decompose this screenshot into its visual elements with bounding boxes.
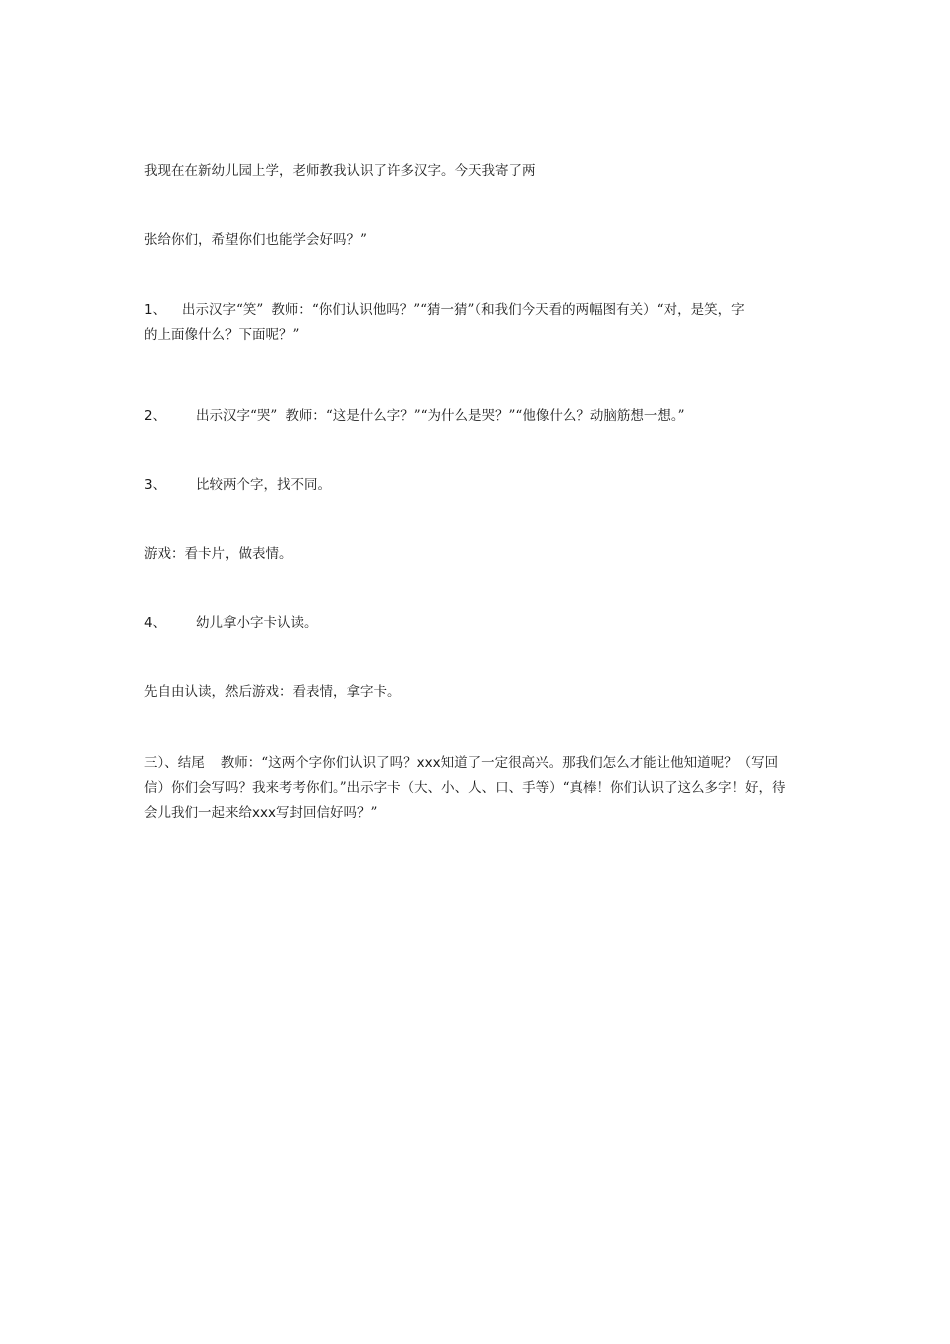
item-dialogue-1b: 的上面像什么？下面呢？” xyxy=(144,327,300,343)
game-text-1: 游戏：看卡片，做表情。 xyxy=(144,546,293,562)
paragraph-ending xyxy=(144,751,812,826)
ending-text-1b: 知道了一定很高兴。那我们怎么才能让他知道呢？（写回 xyxy=(440,755,779,771)
item-number-2: 2、 xyxy=(144,408,167,424)
game-text-2: 先自由认读，然后游戏：看表情，拿字卡。 xyxy=(144,684,401,700)
item-speaker-1: 教师： xyxy=(271,302,312,318)
ending-name-placeholder-2: xxx xyxy=(252,805,276,821)
ending-text-2: 信）你们会写吗？我来考考你们。”出示字卡（大、小、人、口、手等）“真棒！你们认识了这么多字！好，待 xyxy=(144,780,786,796)
paragraph-intro-2 xyxy=(144,228,812,253)
item-text-2: 出示汉字“哭” xyxy=(196,408,278,424)
item-text-3: 比较两个字，找不同。 xyxy=(196,477,331,493)
paragraph-game-2 xyxy=(144,680,812,705)
item-speaker-2: 教师： xyxy=(285,408,326,424)
item-number-1: 1、 xyxy=(144,302,167,318)
item-number-3: 3、 xyxy=(144,477,167,493)
item-dialogue-1a: “你们认识他吗？”“猜一猜”（和我们今天看的两幅图有关）“对，是笑，字 xyxy=(311,302,745,318)
ending-name-placeholder-1: xxx xyxy=(416,755,441,771)
item-text-1: 出示汉字“笑” xyxy=(182,302,264,318)
list-item-1 xyxy=(144,298,812,348)
intro-text-2: 张给你们，希望你们也能学会好吗？” xyxy=(144,232,367,248)
paragraph-intro-1 xyxy=(144,159,812,184)
item-text-4: 幼儿拿小字卡认读。 xyxy=(196,615,318,631)
intro-text-1: 我现在在新幼儿园上学，老师教我认识了许多汉字。今天我寄了两 xyxy=(144,163,536,179)
paragraph-game-1 xyxy=(144,542,812,567)
item-number-4: 4、 xyxy=(144,615,167,631)
list-item-2 xyxy=(144,404,812,429)
ending-text-1a: “这两个字你们认识了吗？ xyxy=(261,755,417,771)
list-item-3 xyxy=(144,473,812,498)
list-item-4 xyxy=(144,611,812,636)
ending-speaker: 教师： xyxy=(220,755,262,771)
ending-text-3a: 会儿我们一起来给 xyxy=(144,805,252,821)
ending-heading: 三）、结尾 xyxy=(144,755,205,771)
item-dialogue-2: “这是什么字？”“为什么是哭？”“他像什么？动脑筋想一想。” xyxy=(325,408,685,424)
ending-text-3b: 写封回信好吗？” xyxy=(275,805,378,821)
